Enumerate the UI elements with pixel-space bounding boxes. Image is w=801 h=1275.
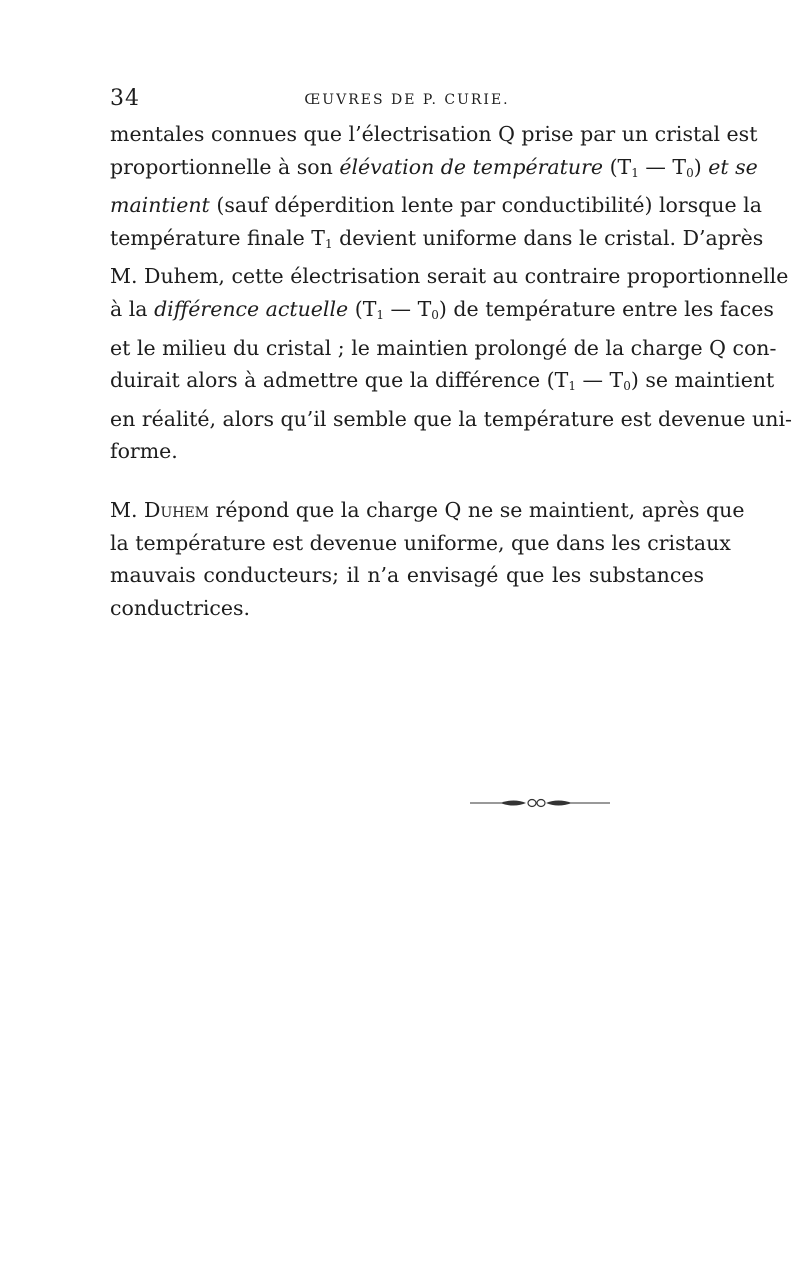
page-header bbox=[110, 86, 704, 116]
emphasis-text: maintient bbox=[110, 193, 210, 218]
text-line: conductrices. bbox=[110, 595, 251, 620]
emphasis-text: élévation de température bbox=[339, 154, 604, 179]
text-line: M. Duhem, cette électrisation serait au contraire proportionnelle bbox=[110, 264, 789, 289]
text-line: mauvais conducteurs; il n’a envisagé que les substances bbox=[110, 563, 704, 588]
text-line: mentales connues que l’électrisation Q prise par un cristal est bbox=[110, 122, 758, 146]
text-line: en réalité, alors qu’il semble que la température est devenue uni- bbox=[110, 406, 792, 431]
text-line: et le milieu du cristal ; le maintien prolongé de la charge Q con- bbox=[110, 335, 777, 360]
tailpiece-ornament-icon bbox=[470, 796, 610, 810]
math-expression: ($T_1$ — $T_0$) bbox=[609, 154, 702, 180]
text-line: M. Duhem répond que la charge Q ne se maintient, après que bbox=[110, 497, 745, 522]
paragraph-1 bbox=[110, 118, 792, 468]
text-line: forme. bbox=[110, 439, 178, 464]
running-title: ŒUVRES DE P. CURIE. bbox=[304, 92, 510, 108]
text-line: la température est devenue uniforme, que dans les cristaux bbox=[110, 530, 731, 555]
author-name: M. Duhem bbox=[110, 497, 210, 522]
text-line: à la différence actuelle ($T_1$ — $T_0$) de température entre les faces bbox=[110, 296, 774, 322]
paragraph-2 bbox=[110, 494, 745, 624]
math-expression: ($T_1$ — $T_0$) bbox=[354, 296, 447, 322]
page-number: 34 bbox=[110, 86, 140, 111]
text-line: proportionnelle à son élévation de température ($T_1$ — $T_0$) et se bbox=[110, 154, 758, 180]
text-line: maintient (sauf déperdition lente par conductibilité) lorsque la bbox=[110, 193, 762, 218]
text-line: duirait alors à admettre que la différence ($T_1$ — $T_0$) se maintient bbox=[110, 368, 775, 394]
text-line: température finale $T_1$ devient uniforme dans le cristal. D’après bbox=[110, 225, 764, 251]
body-text bbox=[110, 118, 792, 624]
emphasis-text: différence actuelle bbox=[154, 296, 349, 321]
emphasis-text: et se bbox=[708, 154, 758, 179]
